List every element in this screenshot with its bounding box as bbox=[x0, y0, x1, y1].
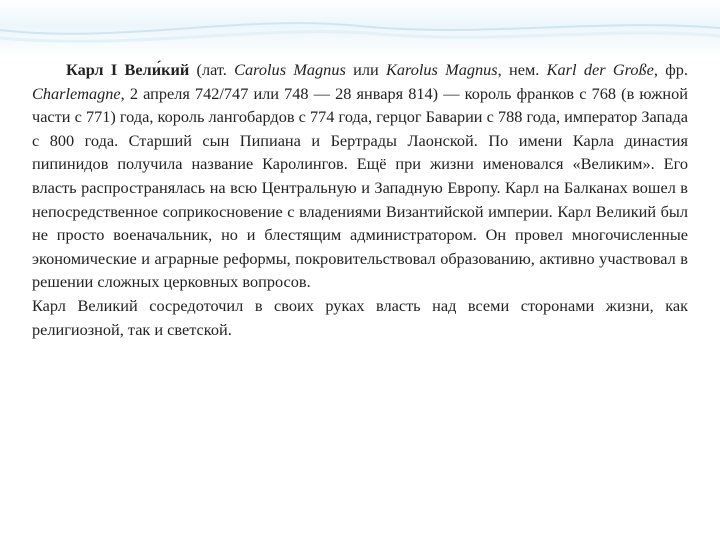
text-span: , 2 апреля 742/747 или 748 — 28 января 814) — король франков с 768 (в южной части с 771) года, король лангобардов с 774 года, герцог Баварии с 788 года, император Запада с 800 года. Старший сын Пипиана и Бертрады Лаонской. По имени Карла династия пипинидов получила название Каролингов. Ещё при жизни именовался «Великим». Его власть распространялась на всю Центральную и Западную Европу. Карл на Балканах вошел в непосредственное соприкосновение с владениями Византийской империи. Карл Великий был не просто военачальник, но и блестящим администратором. Он провел многочисленные экономические и аграрные реформы, покровительствовал образованию, активно участвовал в решении сложных церковных вопросов. bbox=[32, 83, 688, 292]
french-name: Charlemagne bbox=[32, 83, 121, 103]
text-span: , фр. bbox=[653, 60, 689, 79]
german-name: Karl der Große bbox=[546, 60, 654, 79]
latin-name-1: Carolus Magnus bbox=[234, 60, 346, 79]
latin-name-2: Karolus Magnus bbox=[386, 60, 498, 79]
text-span: или bbox=[345, 60, 386, 79]
paragraph-1 bbox=[32, 58, 688, 294]
main-text bbox=[32, 58, 688, 341]
paragraph-2: Карл Великий сосредоточил в своих руках власть над всеми сторонами жизни, как религиозной, так и светской. bbox=[32, 295, 688, 339]
text-span: (лат. bbox=[189, 60, 235, 79]
text-span: , нем. bbox=[497, 60, 547, 79]
bold-name: Карл I Вели́кий bbox=[66, 60, 190, 79]
decorative-wave bbox=[0, 0, 720, 58]
